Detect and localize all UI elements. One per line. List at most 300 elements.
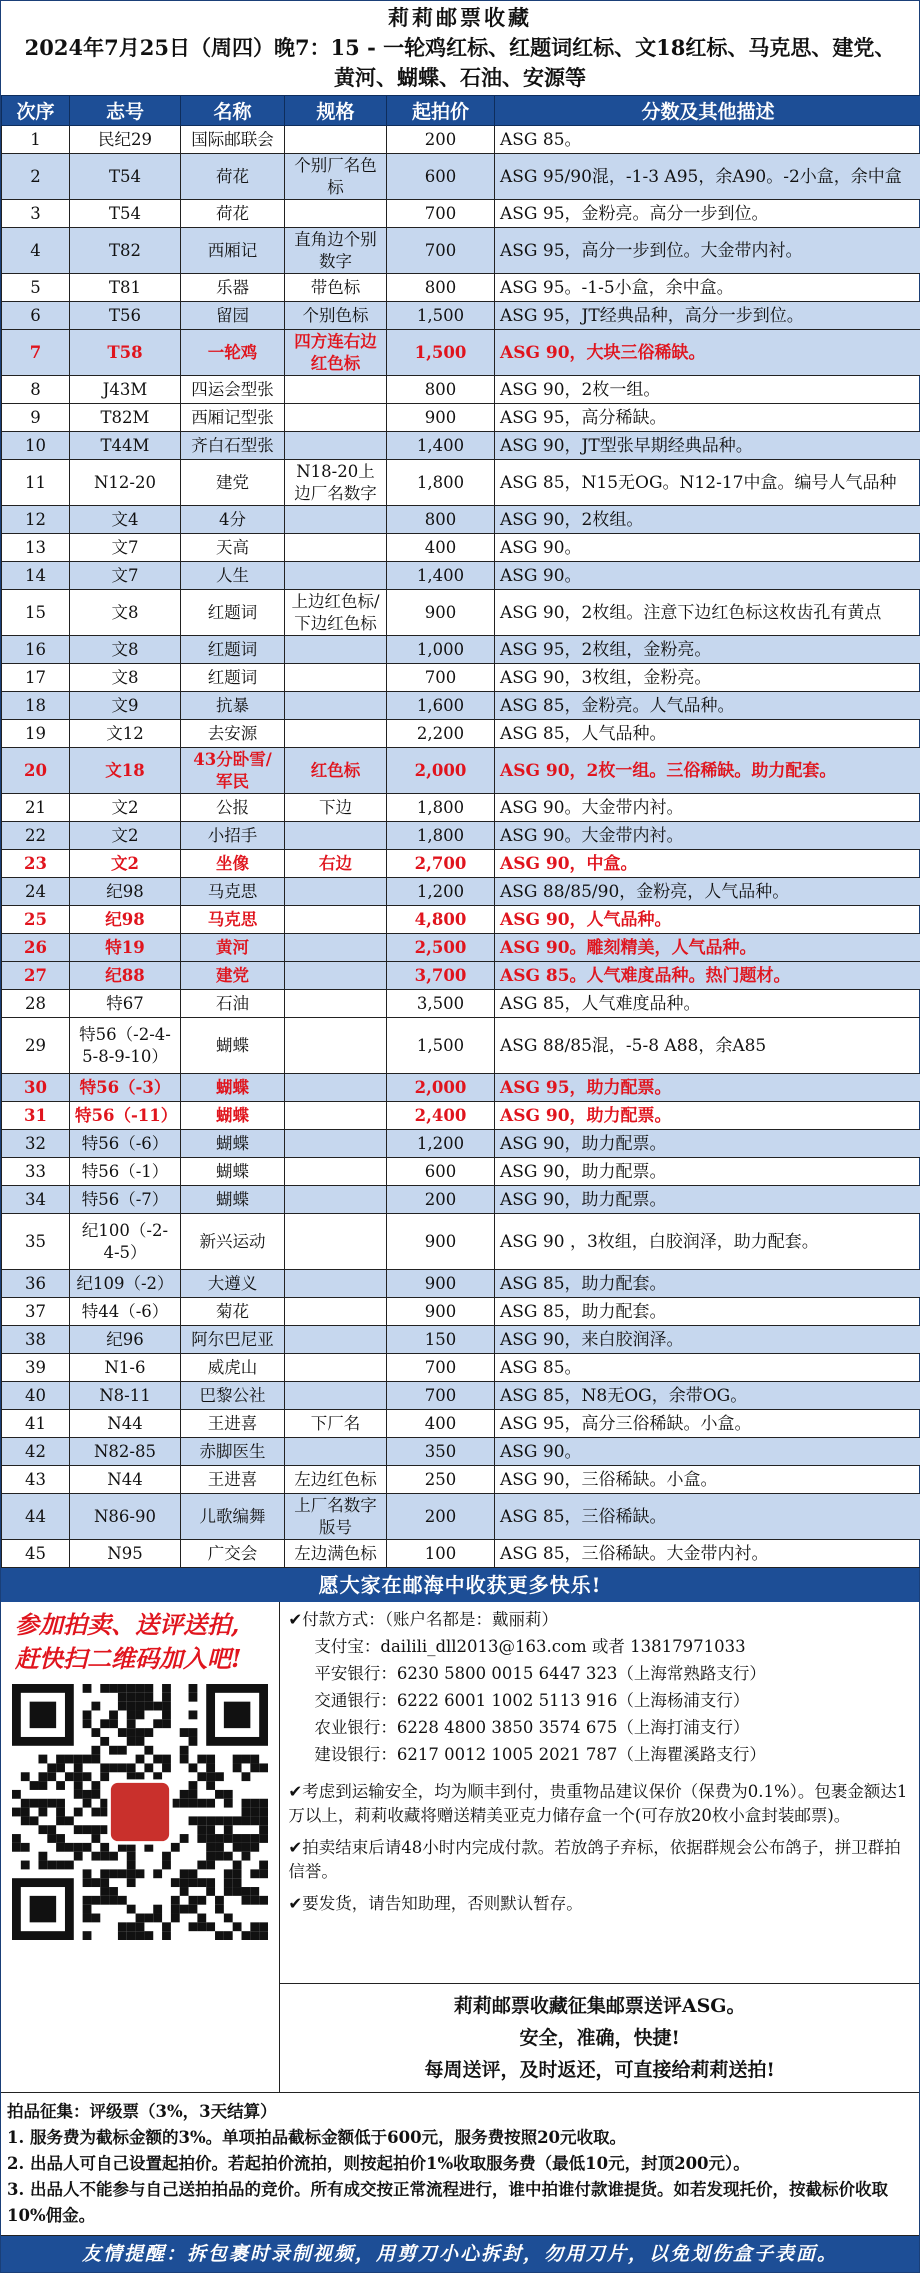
lot-start-price: 3,700	[387, 962, 495, 990]
lot-name: 蝴蝶	[181, 1018, 285, 1074]
table-row	[2, 228, 920, 274]
lot-start-price: 2,700	[387, 850, 495, 878]
lot-name: 广交会	[181, 1540, 285, 1568]
col-header-price: 起拍价	[387, 96, 495, 126]
qr-code-icon[interactable]	[12, 1684, 268, 1940]
lot-start-price: 700	[387, 228, 495, 274]
lot-description: ASG 90，2枚一组。三俗稀缺。助力配套。	[495, 748, 920, 794]
lot-name: 齐白石型张	[181, 432, 285, 460]
lot-start-price: 600	[387, 154, 495, 200]
lot-number: 32	[2, 1130, 70, 1158]
lot-start-price: 200	[387, 1494, 495, 1540]
lot-spec	[285, 664, 387, 692]
lot-number: 34	[2, 1186, 70, 1214]
lot-start-price: 700	[387, 1354, 495, 1382]
lot-description: ASG 90 ，3枚组，白胶润泽，助力配套。	[495, 1214, 920, 1270]
payment-deadline-note: ✔拍卖结束后请48小时内完成付款。若放鸽子弃标，依据群规会公布鸽子，拼卫群拍信誉。	[288, 1836, 911, 1884]
lot-spec	[285, 1214, 387, 1270]
lot-description: ASG 85，N15无OG。N12-17中盒。编号人气品种	[495, 460, 920, 506]
alipay-line: 支付宝：dailili_dll2013@163.com 或者 13817971033	[288, 1633, 911, 1660]
advert-line-2: 安全，准确，快捷!	[280, 2022, 919, 2054]
lot-start-price: 900	[387, 1214, 495, 1270]
lot-code: 文2	[70, 850, 181, 878]
table-row	[2, 200, 920, 228]
lot-number: 38	[2, 1326, 70, 1354]
lot-spec	[285, 1438, 387, 1466]
lot-spec: 下边	[285, 794, 387, 822]
lot-number: 31	[2, 1102, 70, 1130]
table-row	[2, 274, 920, 302]
lot-start-price: 1,400	[387, 562, 495, 590]
lot-name: 建党	[181, 962, 285, 990]
lot-number: 3	[2, 200, 70, 228]
lot-number: 10	[2, 432, 70, 460]
lot-name: 王进喜	[181, 1410, 285, 1438]
lot-spec	[285, 562, 387, 590]
lot-code: 文7	[70, 534, 181, 562]
lot-code: 特44（-6）	[70, 1298, 181, 1326]
lot-start-price: 200	[387, 126, 495, 154]
lot-spec: 个别厂名色标	[285, 154, 387, 200]
lot-name: 石油	[181, 990, 285, 1018]
lot-description: ASG 95，高分三俗稀缺。小盒。	[495, 1410, 920, 1438]
lot-description: ASG 90，三俗稀缺。小盒。	[495, 1466, 920, 1494]
lot-number: 23	[2, 850, 70, 878]
lot-number: 40	[2, 1382, 70, 1410]
wish-banner: 愿大家在邮海中收获更多快乐!	[1, 1568, 919, 1602]
lot-code: N8-11	[70, 1382, 181, 1410]
lot-number: 18	[2, 692, 70, 720]
lot-start-price: 1,000	[387, 636, 495, 664]
col-header-desc: 分数及其他描述	[495, 96, 920, 126]
lot-name: 王进喜	[181, 1466, 285, 1494]
lot-code: 特56（-2-4-5-8-9-10）	[70, 1018, 181, 1074]
table-row	[2, 590, 920, 636]
lot-description: ASG 90。大金带内衬。	[495, 822, 920, 850]
lot-description: ASG 88/85混，-5-8 A88，余A85	[495, 1018, 920, 1074]
lot-start-price: 2,400	[387, 1102, 495, 1130]
lot-number: 15	[2, 590, 70, 636]
lot-start-price: 700	[387, 664, 495, 692]
lot-name: 蝴蝶	[181, 1074, 285, 1102]
lot-start-price: 400	[387, 534, 495, 562]
lot-code: N86-90	[70, 1494, 181, 1540]
lot-description: ASG 95，助力配票。	[495, 1074, 920, 1102]
table-row	[2, 794, 920, 822]
lot-name: 坐像	[181, 850, 285, 878]
lot-description: ASG 85。	[495, 126, 920, 154]
table-row	[2, 990, 920, 1018]
lot-code: 纪98	[70, 878, 181, 906]
lot-description: ASG 95，高分稀缺。	[495, 404, 920, 432]
lot-spec	[285, 1270, 387, 1298]
lot-start-price: 1,400	[387, 432, 495, 460]
lot-number: 4	[2, 228, 70, 274]
lot-spec	[285, 1074, 387, 1102]
lot-code: T54	[70, 154, 181, 200]
lot-description: ASG 95/90混，-1-3 A95，余A90。-2小盒，余中盒	[495, 154, 920, 200]
delivery-note: ✔要发货，请告知助理，否则默认暂存。	[288, 1892, 911, 1916]
lot-description: ASG 90，JT型张早期经典品种。	[495, 432, 920, 460]
lot-spec	[285, 1186, 387, 1214]
page-title: 莉莉邮票收藏	[5, 3, 915, 33]
lot-code: 特56（-6）	[70, 1130, 181, 1158]
lot-name: 抗暴	[181, 692, 285, 720]
lot-spec	[285, 506, 387, 534]
table-row	[2, 962, 920, 990]
lot-number: 8	[2, 376, 70, 404]
lot-number: 12	[2, 506, 70, 534]
lot-code: 特56（-1）	[70, 1158, 181, 1186]
lot-code: 文12	[70, 720, 181, 748]
lot-start-price: 600	[387, 1158, 495, 1186]
table-row	[2, 692, 920, 720]
table-row	[2, 404, 920, 432]
lot-description: ASG 90。雕刻精美，人气品种。	[495, 934, 920, 962]
col-header-no: 次序	[2, 96, 70, 126]
lot-code: 纪98	[70, 906, 181, 934]
lot-spec	[285, 534, 387, 562]
lot-number: 43	[2, 1466, 70, 1494]
lot-spec: 左边红色标	[285, 1466, 387, 1494]
lot-description: ASG 90，中盒。	[495, 850, 920, 878]
table-row	[2, 720, 920, 748]
lot-code: T58	[70, 330, 181, 376]
lot-spec	[285, 906, 387, 934]
lot-name: 荷花	[181, 200, 285, 228]
lot-description: ASG 95，金粉亮。高分一步到位。	[495, 200, 920, 228]
lot-name: 新兴运动	[181, 1214, 285, 1270]
table-row	[2, 822, 920, 850]
col-header-name: 名称	[181, 96, 285, 126]
table-row	[2, 1186, 920, 1214]
lot-code: 纪109（-2）	[70, 1270, 181, 1298]
lot-name: 留园	[181, 302, 285, 330]
lot-spec: 下厂名	[285, 1410, 387, 1438]
lot-code: T82M	[70, 404, 181, 432]
lot-number: 9	[2, 404, 70, 432]
table-row	[2, 1540, 920, 1568]
table-row	[2, 126, 920, 154]
lot-start-price: 350	[387, 1438, 495, 1466]
table-row	[2, 154, 920, 200]
lot-name: 一轮鸡	[181, 330, 285, 376]
advert-line-1: 莉莉邮票收藏征集邮票送评ASG。	[280, 1990, 919, 2022]
lot-description: ASG 95，2枚组，金粉亮。	[495, 636, 920, 664]
bank-line: 建设银行：6217 0012 1005 2021 787（上海瞿溪路支行）	[288, 1741, 911, 1768]
lot-spec	[285, 1018, 387, 1074]
lot-spec: N18-20上边厂名数字	[285, 460, 387, 506]
table-row	[2, 1298, 920, 1326]
lot-description: ASG 90，2枚组。注意下边红色标这枚齿孔有黄点	[495, 590, 920, 636]
lot-code: N95	[70, 1540, 181, 1568]
lot-description: ASG 90，助力配票。	[495, 1186, 920, 1214]
lot-code: 文7	[70, 562, 181, 590]
lot-code: 文9	[70, 692, 181, 720]
lot-number: 19	[2, 720, 70, 748]
lot-code: 文8	[70, 636, 181, 664]
lot-number: 7	[2, 330, 70, 376]
lot-number: 35	[2, 1214, 70, 1270]
lot-start-price: 3,500	[387, 990, 495, 1018]
lot-number: 29	[2, 1018, 70, 1074]
lot-spec: 带色标	[285, 274, 387, 302]
rules-title: 拍品征集：评级票（3%，3天结算）	[7, 2099, 913, 2125]
lot-start-price: 800	[387, 376, 495, 404]
lot-number: 14	[2, 562, 70, 590]
lot-number: 5	[2, 274, 70, 302]
lot-spec	[285, 990, 387, 1018]
lot-spec: 左边满色标	[285, 1540, 387, 1568]
lot-number: 30	[2, 1074, 70, 1102]
lot-code: J43M	[70, 376, 181, 404]
lot-description: ASG 90，2枚一组。	[495, 376, 920, 404]
lot-name: 四运会型张	[181, 376, 285, 404]
lot-spec	[285, 1326, 387, 1354]
lot-code: 文8	[70, 590, 181, 636]
lot-code: 文18	[70, 748, 181, 794]
lot-number: 28	[2, 990, 70, 1018]
lot-code: N44	[70, 1410, 181, 1438]
lot-name: 人生	[181, 562, 285, 590]
lot-name: 马克思	[181, 878, 285, 906]
lot-name: 巴黎公社	[181, 1382, 285, 1410]
lot-number: 27	[2, 962, 70, 990]
lot-description: ASG 85，助力配套。	[495, 1270, 920, 1298]
lot-number: 33	[2, 1158, 70, 1186]
bank-line: 交通银行：6222 6001 1002 5113 916（上海杨浦支行）	[288, 1687, 911, 1714]
lot-start-price: 1,800	[387, 822, 495, 850]
lot-description: ASG 90。	[495, 1438, 920, 1466]
lot-start-price: 800	[387, 506, 495, 534]
lot-spec	[285, 934, 387, 962]
lot-name: 红题词	[181, 636, 285, 664]
lot-name: 红题词	[181, 590, 285, 636]
lot-description: ASG 85。	[495, 1354, 920, 1382]
lot-description: ASG 85，金粉亮。人气品种。	[495, 692, 920, 720]
shipping-note: ✔考虑到运输安全，均为顺丰到付，贵重物品建议保价（保费为0.1%）。包裹金额达1万以上，莉莉收藏将赠送精美亚克力储存盒一个(可存放20枚小盒封装邮票)。	[288, 1780, 911, 1828]
lot-description: ASG 90，助力配票。	[495, 1158, 920, 1186]
lot-name: 荷花	[181, 154, 285, 200]
lot-start-price: 1,200	[387, 878, 495, 906]
lot-name: 天高	[181, 534, 285, 562]
table-row	[2, 562, 920, 590]
table-row	[2, 432, 920, 460]
lot-code: T81	[70, 274, 181, 302]
lot-name: 蝴蝶	[181, 1130, 285, 1158]
lot-spec	[285, 376, 387, 404]
lot-name: 乐器	[181, 274, 285, 302]
lot-spec	[285, 1102, 387, 1130]
lot-spec	[285, 1354, 387, 1382]
lot-code: T82	[70, 228, 181, 274]
table-row	[2, 1382, 920, 1410]
lot-name: 4分	[181, 506, 285, 534]
lot-code: 民纪29	[70, 126, 181, 154]
lot-spec: 直角边个别数字	[285, 228, 387, 274]
lot-number: 22	[2, 822, 70, 850]
lot-spec	[285, 878, 387, 906]
lot-start-price: 2,000	[387, 1074, 495, 1102]
lot-name: 西厢记	[181, 228, 285, 274]
lot-number: 11	[2, 460, 70, 506]
lot-spec: 四方连右边红色标	[285, 330, 387, 376]
lot-name: 大遵义	[181, 1270, 285, 1298]
lot-description: ASG 95。-1-5小盒，余中盒。	[495, 274, 920, 302]
lot-start-price: 700	[387, 1382, 495, 1410]
lot-start-price: 2,200	[387, 720, 495, 748]
lot-spec: 上边红色标/下边红色标	[285, 590, 387, 636]
lot-description: ASG 90，来白胶润泽。	[495, 1326, 920, 1354]
table-row	[2, 1018, 920, 1074]
lot-number: 36	[2, 1270, 70, 1298]
lot-spec	[285, 720, 387, 748]
lot-description: ASG 90，2枚组。	[495, 506, 920, 534]
table-row	[2, 1438, 920, 1466]
lot-spec	[285, 1298, 387, 1326]
lot-number: 21	[2, 794, 70, 822]
join-line-2: 赶快扫二维码加入吧!	[7, 1642, 273, 1676]
lot-spec	[285, 692, 387, 720]
lot-start-price: 1,500	[387, 330, 495, 376]
lot-name: 公报	[181, 794, 285, 822]
payment-info	[280, 1602, 919, 1984]
rule-item: 1. 服务费为截标金额的3%。单项拍品截标金额低于600元，服务费按照20元收取。	[7, 2125, 913, 2151]
lot-number: 26	[2, 934, 70, 962]
lot-name: 菊花	[181, 1298, 285, 1326]
lot-description: ASG 90，3枚组，金粉亮。	[495, 664, 920, 692]
lot-code: N12-20	[70, 460, 181, 506]
header-line-2: 黄河、蝴蝶、石油、安源等	[5, 63, 915, 93]
lot-spec	[285, 962, 387, 990]
table-row	[2, 636, 920, 664]
lot-number: 2	[2, 154, 70, 200]
lot-table-body	[2, 126, 920, 1568]
lot-code: N44	[70, 1466, 181, 1494]
lot-description: ASG 85，人气难度品种。	[495, 990, 920, 1018]
lot-name: 国际邮联会	[181, 126, 285, 154]
lot-description: ASG 90。大金带内衬。	[495, 794, 920, 822]
lot-name: 威虎山	[181, 1354, 285, 1382]
lot-start-price: 900	[387, 404, 495, 432]
table-row	[2, 1102, 920, 1130]
lot-spec	[285, 432, 387, 460]
table-row	[2, 330, 920, 376]
table-row	[2, 376, 920, 404]
lot-number: 25	[2, 906, 70, 934]
lot-spec	[285, 1158, 387, 1186]
lot-start-price: 800	[387, 274, 495, 302]
lot-spec	[285, 200, 387, 228]
table-row	[2, 850, 920, 878]
table-row	[2, 748, 920, 794]
rule-item: 2. 出品人可自己设置起拍价。若起拍价流拍，则按起拍价1%收取服务费（最低10元，封顶200元）。	[7, 2151, 913, 2177]
table-row	[2, 1130, 920, 1158]
lot-name: 儿歌编舞	[181, 1494, 285, 1540]
lot-start-price: 150	[387, 1326, 495, 1354]
lot-start-price: 1,800	[387, 794, 495, 822]
lot-name: 小招手	[181, 822, 285, 850]
grading-advert	[280, 1984, 919, 2092]
lot-code: T54	[70, 200, 181, 228]
lot-start-price: 250	[387, 1466, 495, 1494]
col-header-spec: 规格	[285, 96, 387, 126]
lot-spec: 个别色标	[285, 302, 387, 330]
lot-description: ASG 90，人气品种。	[495, 906, 920, 934]
table-row	[2, 506, 920, 534]
lot-description: ASG 90，助力配票。	[495, 1130, 920, 1158]
lot-code: 特56（-11）	[70, 1102, 181, 1130]
lot-start-price: 1,600	[387, 692, 495, 720]
lot-code: 文2	[70, 822, 181, 850]
table-row	[2, 1326, 920, 1354]
lot-start-price: 1,500	[387, 302, 495, 330]
lot-spec	[285, 404, 387, 432]
lot-code: 特56（-3）	[70, 1074, 181, 1102]
lot-code: 特19	[70, 934, 181, 962]
table-row	[2, 1270, 920, 1298]
lot-start-price: 1,200	[387, 1130, 495, 1158]
table-row	[2, 878, 920, 906]
lot-name: 赤脚医生	[181, 1438, 285, 1466]
lot-description: ASG 90，大块三俗稀缺。	[495, 330, 920, 376]
lot-number: 6	[2, 302, 70, 330]
lot-code: 文2	[70, 794, 181, 822]
lot-description: ASG 90，助力配票。	[495, 1102, 920, 1130]
lot-number: 39	[2, 1354, 70, 1382]
lot-start-price: 2,000	[387, 748, 495, 794]
lot-number: 24	[2, 878, 70, 906]
lot-description: ASG 88/85/90，金粉亮，人气品种。	[495, 878, 920, 906]
table-row	[2, 1074, 920, 1102]
lot-table	[1, 95, 920, 1568]
lot-code: 纪88	[70, 962, 181, 990]
table-row	[2, 1466, 920, 1494]
lot-spec: 右边	[285, 850, 387, 878]
lot-spec: 上厂名数字版号	[285, 1494, 387, 1540]
table-row	[2, 934, 920, 962]
lot-number: 41	[2, 1410, 70, 1438]
lot-name: 蝴蝶	[181, 1102, 285, 1130]
lot-start-price: 700	[387, 200, 495, 228]
join-line-1: 参加拍卖、送评送拍,	[7, 1608, 273, 1642]
lot-start-price: 4,800	[387, 906, 495, 934]
consignment-rules	[1, 2093, 919, 2236]
lot-start-price: 1,500	[387, 1018, 495, 1074]
lot-description: ASG 95，高分一步到位。大金带内衬。	[495, 228, 920, 274]
lot-code: N82-85	[70, 1438, 181, 1466]
lot-name: 黄河	[181, 934, 285, 962]
lot-start-price: 200	[387, 1186, 495, 1214]
table-row	[2, 534, 920, 562]
table-row	[2, 906, 920, 934]
lot-spec	[285, 636, 387, 664]
table-header-row	[2, 96, 920, 126]
lot-description: ASG 85，助力配套。	[495, 1298, 920, 1326]
bank-line: 农业银行：6228 4800 3850 3574 675（上海打浦支行）	[288, 1714, 911, 1741]
lot-code: 特56（-7）	[70, 1186, 181, 1214]
lot-name: 马克思	[181, 906, 285, 934]
lot-start-price: 400	[387, 1410, 495, 1438]
lot-spec	[285, 822, 387, 850]
col-header-code: 志号	[70, 96, 181, 126]
join-panel	[1, 1602, 280, 2092]
lot-spec: 红色标	[285, 748, 387, 794]
friendly-reminder: 友情提醒：拆包裹时录制视频，用剪刀小心拆封，勿用刀片，以免划伤盒子表面。	[1, 2236, 919, 2272]
lot-name: 建党	[181, 460, 285, 506]
lot-number: 16	[2, 636, 70, 664]
lot-name: 去安源	[181, 720, 285, 748]
